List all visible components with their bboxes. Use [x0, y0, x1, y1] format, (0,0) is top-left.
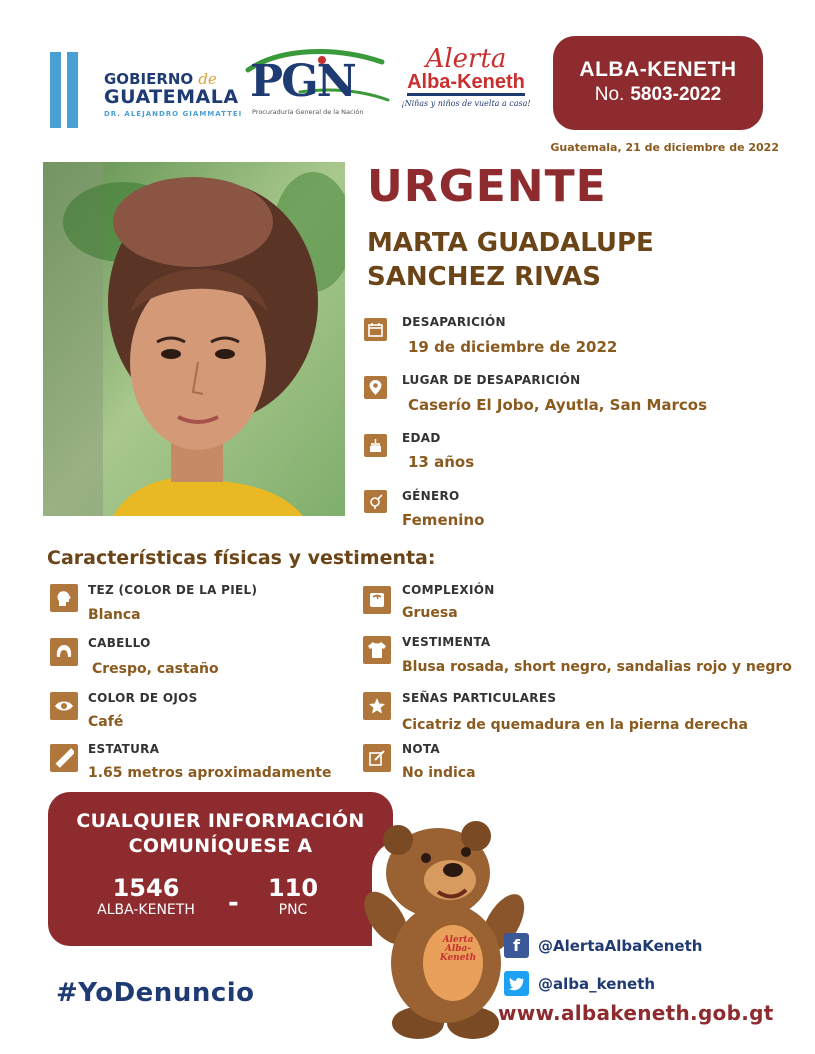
hair-label: CABELLO: [88, 636, 151, 650]
hotline-number-1546: 1546: [112, 874, 180, 902]
case-no-label: No.: [594, 84, 625, 105]
calendar-icon: [364, 318, 387, 341]
clothing-label: VESTIMENTA: [402, 635, 491, 649]
shirt-icon: [363, 636, 391, 664]
gov-line2: GUATEMALA: [104, 86, 239, 108]
characteristics-title: Características físicas y vestimenta:: [47, 547, 436, 569]
alerta-logo-tagline: ¡Niñas y niños de vuelta a casa!: [401, 99, 531, 108]
gender-label: GÉNERO: [402, 489, 460, 503]
name-line2: SANCHEZ RIVAS: [367, 262, 602, 292]
pgn-logo: [240, 48, 390, 116]
note-value: No indica: [402, 765, 476, 781]
build-label: COMPLEXIÓN: [402, 583, 495, 597]
government-logo: [104, 72, 242, 118]
build-value: Gruesa: [402, 605, 458, 621]
facebook-handle[interactable]: @AlertaAlbaKeneth: [538, 937, 703, 955]
star-icon: [363, 692, 391, 720]
contact-line2: COMUNÍQUESE A: [128, 835, 313, 857]
hotline-label-alba-keneth: ALBA-KENETH: [97, 902, 195, 918]
disappearance-place-value: Caserío El Jobo, Ayutla, San Marcos: [408, 396, 708, 414]
eye-color-value: Café: [88, 714, 124, 730]
disappearance-date-label: DESAPARICIÓN: [402, 315, 506, 329]
twitter-icon[interactable]: [504, 971, 529, 996]
gov-line3: DR. ALEJANDRO GIAMMATTEI: [104, 110, 243, 118]
hair-value: Crespo, castaño: [92, 661, 219, 677]
hotline-pnc: [253, 874, 333, 918]
government-logo-bars: [50, 52, 84, 132]
height-value: 1.65 metros aproximadamente: [88, 765, 332, 781]
clothing-value: Blusa rosada, short negro, sandalias rojo y negro: [402, 659, 792, 675]
gov-de: de: [198, 70, 217, 88]
case-number-box: [553, 36, 763, 130]
eye-color-label: COLOR DE OJOS: [88, 691, 198, 705]
alerta-logo-line2: Alba-Keneth: [407, 72, 525, 96]
case-title: ALBA-KENETH: [579, 58, 737, 81]
portrait-illustration: [43, 162, 345, 516]
facebook-icon[interactable]: f: [504, 933, 529, 958]
missing-person-name: [367, 226, 654, 294]
cake-icon: [364, 434, 387, 457]
pgn-subtitle: Procuraduría General de la Nación: [252, 108, 364, 116]
hotline-number-110: 110: [267, 874, 319, 902]
disappearance-date-value: 19 de diciembre de 2022: [408, 338, 618, 356]
note-icon: [363, 744, 391, 772]
head-icon: [50, 584, 78, 612]
pgn-wordmark: PGN: [250, 56, 355, 107]
height-label: ESTATURA: [88, 742, 160, 756]
hotline-alba-keneth: [86, 874, 206, 918]
website-link[interactable]: www.albakeneth.gob.gt: [498, 1001, 774, 1025]
publication-date: Guatemala, 21 de diciembre de 2022: [550, 141, 779, 154]
scale-icon: [363, 586, 391, 614]
urgent-heading: URGENTE: [367, 161, 607, 212]
age-value: 13 años: [408, 453, 475, 471]
hotline-label-pnc: PNC: [278, 902, 308, 918]
hair-icon: [50, 638, 78, 666]
age-label: EDAD: [402, 431, 441, 445]
gender-value: Femenino: [402, 511, 485, 529]
alerta-logo-line1: Alerta: [425, 44, 507, 74]
ruler-icon: [50, 744, 78, 772]
disappearance-place-label: LUGAR DE DESAPARICIÓN: [402, 373, 581, 387]
gov-line1: GOBIERNO: [104, 70, 194, 88]
twitter-handle[interactable]: @alba_keneth: [538, 975, 656, 993]
name-line1: MARTA GUADALUPE: [367, 228, 654, 258]
note-label: NOTA: [402, 742, 440, 756]
distinguishing-marks-value: Cicatriz de quemadura en la pierna derecha: [402, 717, 748, 733]
hotline-separator: -: [228, 888, 239, 918]
contact-info-box: [48, 792, 393, 946]
skin-label: TEZ (COLOR DE LA PIEL): [88, 583, 258, 597]
contact-line1: CUALQUIER INFORMACIÓN: [76, 810, 365, 832]
location-pin-icon: [364, 376, 387, 399]
eye-icon: [50, 692, 78, 720]
mascot-badge-text: Alerta Alba-Keneth: [439, 935, 477, 963]
distinguishing-marks-label: SEÑAS PARTICULARES: [402, 691, 557, 705]
skin-value: Blanca: [88, 607, 141, 623]
hashtag: #YoDenuncio: [56, 978, 255, 1008]
gender-icon: [364, 490, 387, 513]
missing-person-photo: [43, 162, 345, 516]
alerta-alba-keneth-logo: [396, 46, 536, 108]
case-number: 5803-2022: [630, 84, 722, 105]
